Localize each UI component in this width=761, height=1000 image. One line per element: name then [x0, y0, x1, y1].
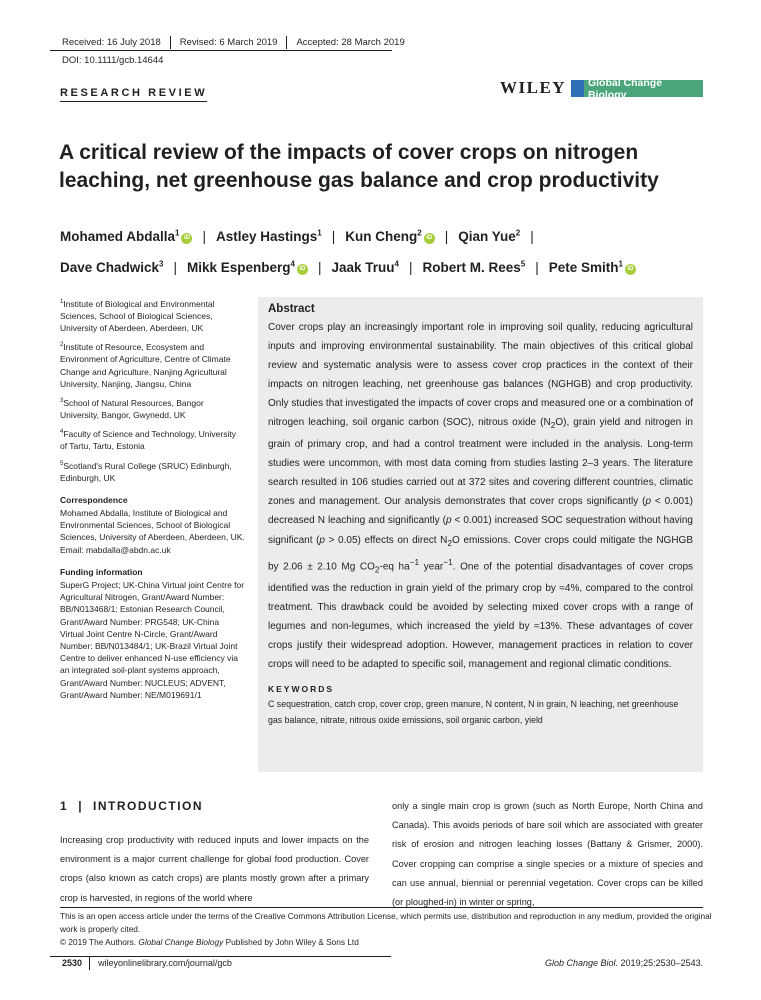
- intro-column-left: Increasing crop productivity with reduced inputs and lower impacts on the environment is a major current challenge for global food production. Cover crops (also known as catch crops) are plants mostly grown after a primary crop is harvested, in regions of the world where: [60, 835, 369, 903]
- author[interactable]: Kun Cheng$^2$iD: [345, 229, 434, 244]
- intro-column-right: only a single main crop is grown (such as North Europe, North China and Canada). This avoids periods of bare soil which are associated with greater risk of erosion and nitrogen leaching losses (Battany & Grismer, 2000). Cover cropping can comprise a single species or a mixture of species and can use annual, biennial or perennial vegetation. Cover crops can be killed (or ploughed-in) in winter or spring,: [392, 801, 703, 908]
- journal-logo-mark: [571, 80, 584, 97]
- author[interactable]: Dave Chadwick$^3$: [60, 259, 164, 275]
- author-line-2: Dave Chadwick$^3$ | Mikk Espenberg$^4$iD | Jaak Truu$^4$ | Robert M. Rees$^5$ | Pete Smith$^1$iD: [60, 251, 740, 283]
- section-title: INTRODUCTION: [93, 799, 204, 813]
- affiliation: $^1$Institute of Biological and Environmental Sciences, School of Biological Sciences, University of Aberdeen, Aberdeen, UK: [60, 298, 215, 334]
- author[interactable]: Qian Yue$^2$: [458, 228, 521, 244]
- section-number: 1: [60, 799, 69, 813]
- affiliation: $^3$School of Natural Resources, Bangor University, Bangor, Gwynedd, UK: [60, 397, 204, 421]
- publication-dates: [62, 36, 405, 49]
- doi[interactable]: DOI: 10.1111/gcb.14644: [62, 55, 164, 66]
- abstract-heading: Abstract: [268, 303, 315, 315]
- author[interactable]: Robert M. Rees$^5$: [422, 259, 526, 275]
- revised-date: Revised: 6 March 2019: [179, 37, 278, 48]
- author[interactable]: Jaak Truu$^4$: [331, 259, 399, 275]
- author[interactable]: Mohamed Abdalla$^1$iD: [60, 229, 192, 244]
- license-rule: [60, 907, 703, 908]
- orcid-icon[interactable]: iD: [181, 233, 192, 244]
- abstract-box: [258, 297, 703, 772]
- author[interactable]: Astley Hastings$^1$: [215, 228, 322, 244]
- affiliations-sidebar: [60, 296, 245, 706]
- header-rule: [50, 50, 392, 51]
- abstract-text: Cover crops play an increasingly important role in improving soil quality, reducing agricultural inputs and improving environmental sustainability. The main objectives of this critical global review and systematic analysis were to assess cover crop practices in the context of their impacts on nitrogen leaching, net greenhouse gas balances (NGHGB) and crop productivity. Only studies that investigated the impacts of cover crops and measured one or a combination of nitrogen leaching, soil organic carbon (SOC), nitrous oxide $(N_2O)$, grain yield and nitrogen in grain of primary crop, and had a control treatment were included in the analysis. Long-term studies were uncommon, with most data coming from studies lasting 2–3 years. The literature search resulted in 106 studies carried out at 372 sites and covering different countries, climatic zones and management. Our analysis demonstrates that cover crops significantly (p < 0.001) decreased N leaching and significantly (p < 0.001) increased SOC sequestration without having significant (p > 0.05) effects on direct $N_2O$ emissions. Cover crops could mitigate the NGHGB by 2.06 ± 2.10 Mg $CO_2-eq$ $ha^{-1}$ year$^{-1}$. One of the potential disadvantages of cover crops identified was the reduction in grain yield of the primary crop by ≈4%, compared to the control treatment. This drawback could be avoided by selecting mixed cover crops with a range of legumes and non-legumes, which increased the yield by ≈13%. These advantages of cover crops justify their widespread adoption. However, management practices in relation to cover crops will need to be adapted to specific soil, management and regional climatic conditions.: [268, 322, 694, 671]
- divider: [286, 36, 287, 49]
- divider: [89, 957, 90, 970]
- author[interactable]: Mikk Espenberg$^4$iD: [187, 260, 308, 275]
- funding-text: SuperG Project; UK-China Virtual joint Centre for Agricultural Nitrogen, Grant/Award Number: BB/N013468/1; Estonian Research Council, Grant/Award Number: PRG548; UK-China Virtual Joint Centre N-Circle, Grant/Award Number: BB/N013484/1; UK-Brazil Virtual Joint Centre to deliver enhanced N-use efficiency via an integrated soil-plant systems approach, Grant/Award Number: NUCLEUS; ADVENT, Grant/Award Number: NE/M019691/1: [60, 580, 245, 700]
- footer-rule: [50, 956, 391, 957]
- funding-heading: Funding information: [60, 566, 143, 577]
- correspondence-text: Mohamed Abdalla, Institute of Biological and Environmental Sciences, School of Biological Sciences, University of Aberdeen, Aberdeen, UK. Email: mabdalla@abdn.ac.uk: [60, 507, 245, 555]
- license-text: This is an open access article under the terms of the Creative Commons Attribution License, which permits use, distribution and reproduction in any medium, provided the original work is properly cited.: [60, 911, 712, 934]
- orcid-icon[interactable]: iD: [424, 233, 435, 244]
- affiliation: $^5$Scotland's Rural College (SRUC) Edinburgh, Edinburgh, UK: [60, 460, 232, 483]
- article-type: RESEARCH REVIEW: [60, 87, 207, 102]
- orcid-icon[interactable]: iD: [625, 264, 636, 275]
- divider: [170, 36, 171, 49]
- journal-url[interactable]: wileyonlinelibrary.com/journal/gcb: [98, 958, 232, 968]
- author-line-1: Mohamed Abdalla$^1$iD | Astley Hastings$^1$ | Kun Cheng$^2$iD | Qian Yue$^2$ |: [60, 228, 534, 244]
- publisher-logo: WILEY: [500, 78, 567, 97]
- correspondence-heading: Correspondence: [60, 494, 128, 505]
- keywords-heading: KEYWORDS: [268, 684, 335, 695]
- keywords-text: C sequestration, catch crop, cover crop, green manure, N content, N in grain, N leaching, net greenhouse gas balance, nitrate, nitrous oxide emissions, soil organic carbon, yield: [268, 699, 679, 726]
- copyright-line: © 2019 The Authors. Global Change Biology Published by John Wiley & Sons Ltd: [60, 936, 359, 947]
- affiliation: $^2$Institute of Resource, Ecosystem and Environment of Agriculture, Centre of Climate Change and Agriculture, Nanjing Agricultural University, Nanjing, Jiangsu, China: [60, 342, 231, 389]
- correspondence-email[interactable]: Email: mabdalla@abdn.ac.uk: [60, 544, 171, 555]
- accepted-date: Accepted: 28 March 2019: [296, 37, 405, 48]
- article-title: A critical review of the impacts of cover crops on nitrogen leaching, net greenhouse gas balance and crop productivity: [59, 141, 659, 192]
- orcid-icon[interactable]: iD: [297, 264, 308, 275]
- license-note: [60, 910, 720, 948]
- author[interactable]: Pete Smith$^1$iD: [549, 260, 636, 275]
- received-date: Received: 16 July 2018: [62, 37, 161, 48]
- author-list: [60, 219, 740, 282]
- journal-logo: [571, 76, 703, 101]
- affiliation: $^4$Faculty of Science and Technology, University of Tartu, Tartu, Estonia: [60, 429, 236, 452]
- citation: Glob Change Biol. 2019;25:2530–2543.: [545, 958, 704, 968]
- page-number: 2530: [62, 958, 83, 968]
- section-heading: 1 | INTRODUCTION: [60, 799, 204, 813]
- journal-name: Global Change Biology: [587, 76, 663, 101]
